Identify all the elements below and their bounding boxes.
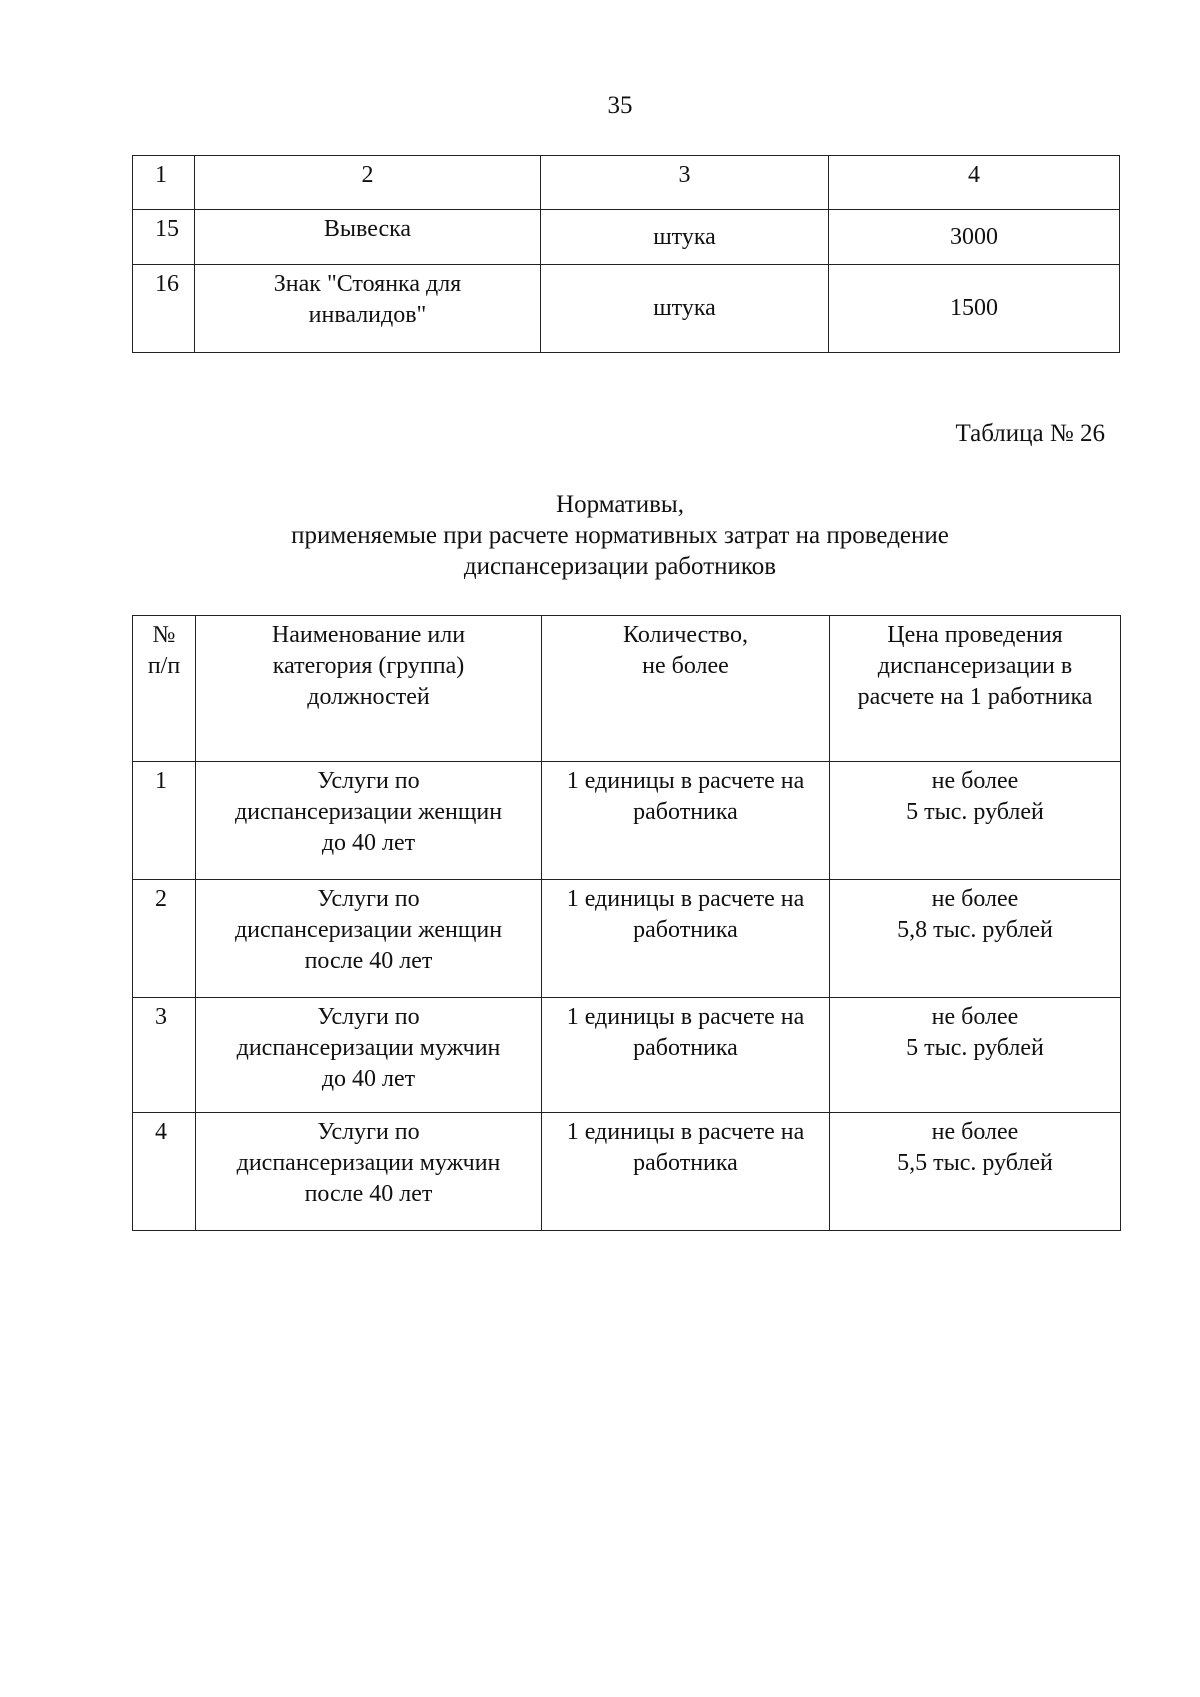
- header-line: Наименование или: [271, 622, 466, 648]
- item-name-line: инвалидов": [308, 302, 427, 328]
- price-line: 5 тыс. рублей: [906, 799, 1044, 825]
- service-name-line: диспансеризации женщин: [234, 799, 503, 825]
- service-name-line: диспансеризации женщин: [234, 917, 503, 943]
- quantity-line: работника: [633, 1150, 738, 1176]
- header-line: п/п: [147, 653, 181, 679]
- service-name: [196, 880, 542, 998]
- standards-table: [132, 615, 1121, 1231]
- table-row: [133, 762, 1121, 880]
- table-row: [133, 265, 1120, 353]
- row-number: 1: [133, 762, 196, 880]
- table-title-line: Нормативы,: [556, 491, 684, 518]
- row-number: 4: [133, 1113, 196, 1231]
- table-title-line: применяемые при расчете нормативных затрат на проведение: [291, 522, 949, 549]
- service-price: [830, 1113, 1121, 1231]
- service-name-line: диспансеризации мужчин: [236, 1150, 501, 1176]
- price-line: не более: [931, 1004, 1019, 1030]
- service-name-line: Услуги по: [317, 1004, 420, 1030]
- table-row: [133, 880, 1121, 998]
- service-name-line: Услуги по: [317, 1119, 420, 1145]
- service-name-line: Услуги по: [317, 886, 420, 912]
- item-value: 1500: [829, 265, 1120, 353]
- header-line: Цена проведения: [887, 622, 1063, 648]
- price-line: не более: [931, 768, 1019, 794]
- table-title: [0, 489, 1200, 582]
- price-line: 5,5 тыс. рублей: [897, 1150, 1053, 1176]
- table-title-line: диспансеризации работников: [463, 553, 777, 580]
- service-quantity: [542, 998, 830, 1113]
- header-line: должностей: [307, 684, 430, 710]
- price-line: 5 тыс. рублей: [906, 1035, 1044, 1061]
- quantity-line: 1 единицы в расчете на: [566, 768, 805, 794]
- header-line: расчете на 1 работника: [857, 684, 1093, 710]
- service-name-line: после 40 лет: [304, 948, 433, 974]
- quantity-line: 1 единицы в расчете на: [566, 1119, 805, 1145]
- header-line: Количество,: [623, 622, 748, 648]
- row-number: 16: [133, 265, 195, 353]
- service-name: [196, 1113, 542, 1231]
- service-price: [830, 762, 1121, 880]
- header-cell-3: 3: [541, 156, 829, 210]
- table-row: [133, 1113, 1121, 1231]
- item-value: 3000: [829, 210, 1120, 265]
- item-unit: штука: [541, 265, 829, 353]
- page-number: 35: [607, 92, 633, 119]
- table-label: Таблица № 26: [955, 420, 1105, 447]
- item-name-line: Знак "Стоянка для: [273, 271, 462, 297]
- quantity-line: работника: [633, 1035, 738, 1061]
- item-name: Вывеска: [195, 210, 541, 265]
- price-line: не более: [931, 1119, 1019, 1145]
- service-price: [830, 880, 1121, 998]
- header-number: [133, 616, 196, 762]
- header-quantity: [542, 616, 830, 762]
- item-name: [195, 265, 541, 353]
- quantity-line: 1 единицы в расчете на: [566, 1004, 805, 1030]
- item-unit: штука: [541, 210, 829, 265]
- price-line: не более: [931, 886, 1019, 912]
- price-line: 5,8 тыс. рублей: [897, 917, 1053, 943]
- header-line: категория (группа): [272, 653, 465, 679]
- row-number: 15: [133, 210, 195, 265]
- row-number: 2: [133, 880, 196, 998]
- header-line: диспансеризации в: [877, 653, 1073, 679]
- header-name: [196, 616, 542, 762]
- table-header-row: [133, 616, 1121, 762]
- service-quantity: [542, 1113, 830, 1231]
- continued-table: [132, 155, 1120, 353]
- header-cell-2: 2: [195, 156, 541, 210]
- header-price: [830, 616, 1121, 762]
- header-cell-4: 4: [829, 156, 1120, 210]
- service-name-line: Услуги по: [317, 768, 420, 794]
- service-name-line: до 40 лет: [321, 1066, 416, 1092]
- quantity-line: работника: [633, 917, 738, 943]
- header-line: №: [152, 622, 176, 648]
- table-row: [133, 998, 1121, 1113]
- service-name: [196, 762, 542, 880]
- table-header-row: [133, 156, 1120, 210]
- service-name-line: после 40 лет: [304, 1181, 433, 1207]
- header-cell-1: 1: [133, 156, 195, 210]
- service-quantity: [542, 880, 830, 998]
- table-row: [133, 210, 1120, 265]
- service-name-line: до 40 лет: [321, 830, 416, 856]
- header-line: не более: [642, 653, 729, 679]
- service-quantity: [542, 762, 830, 880]
- quantity-line: 1 единицы в расчете на: [566, 886, 805, 912]
- service-name: [196, 998, 542, 1113]
- service-name-line: диспансеризации мужчин: [236, 1035, 501, 1061]
- quantity-line: работника: [633, 799, 738, 825]
- row-number: 3: [133, 998, 196, 1113]
- service-price: [830, 998, 1121, 1113]
